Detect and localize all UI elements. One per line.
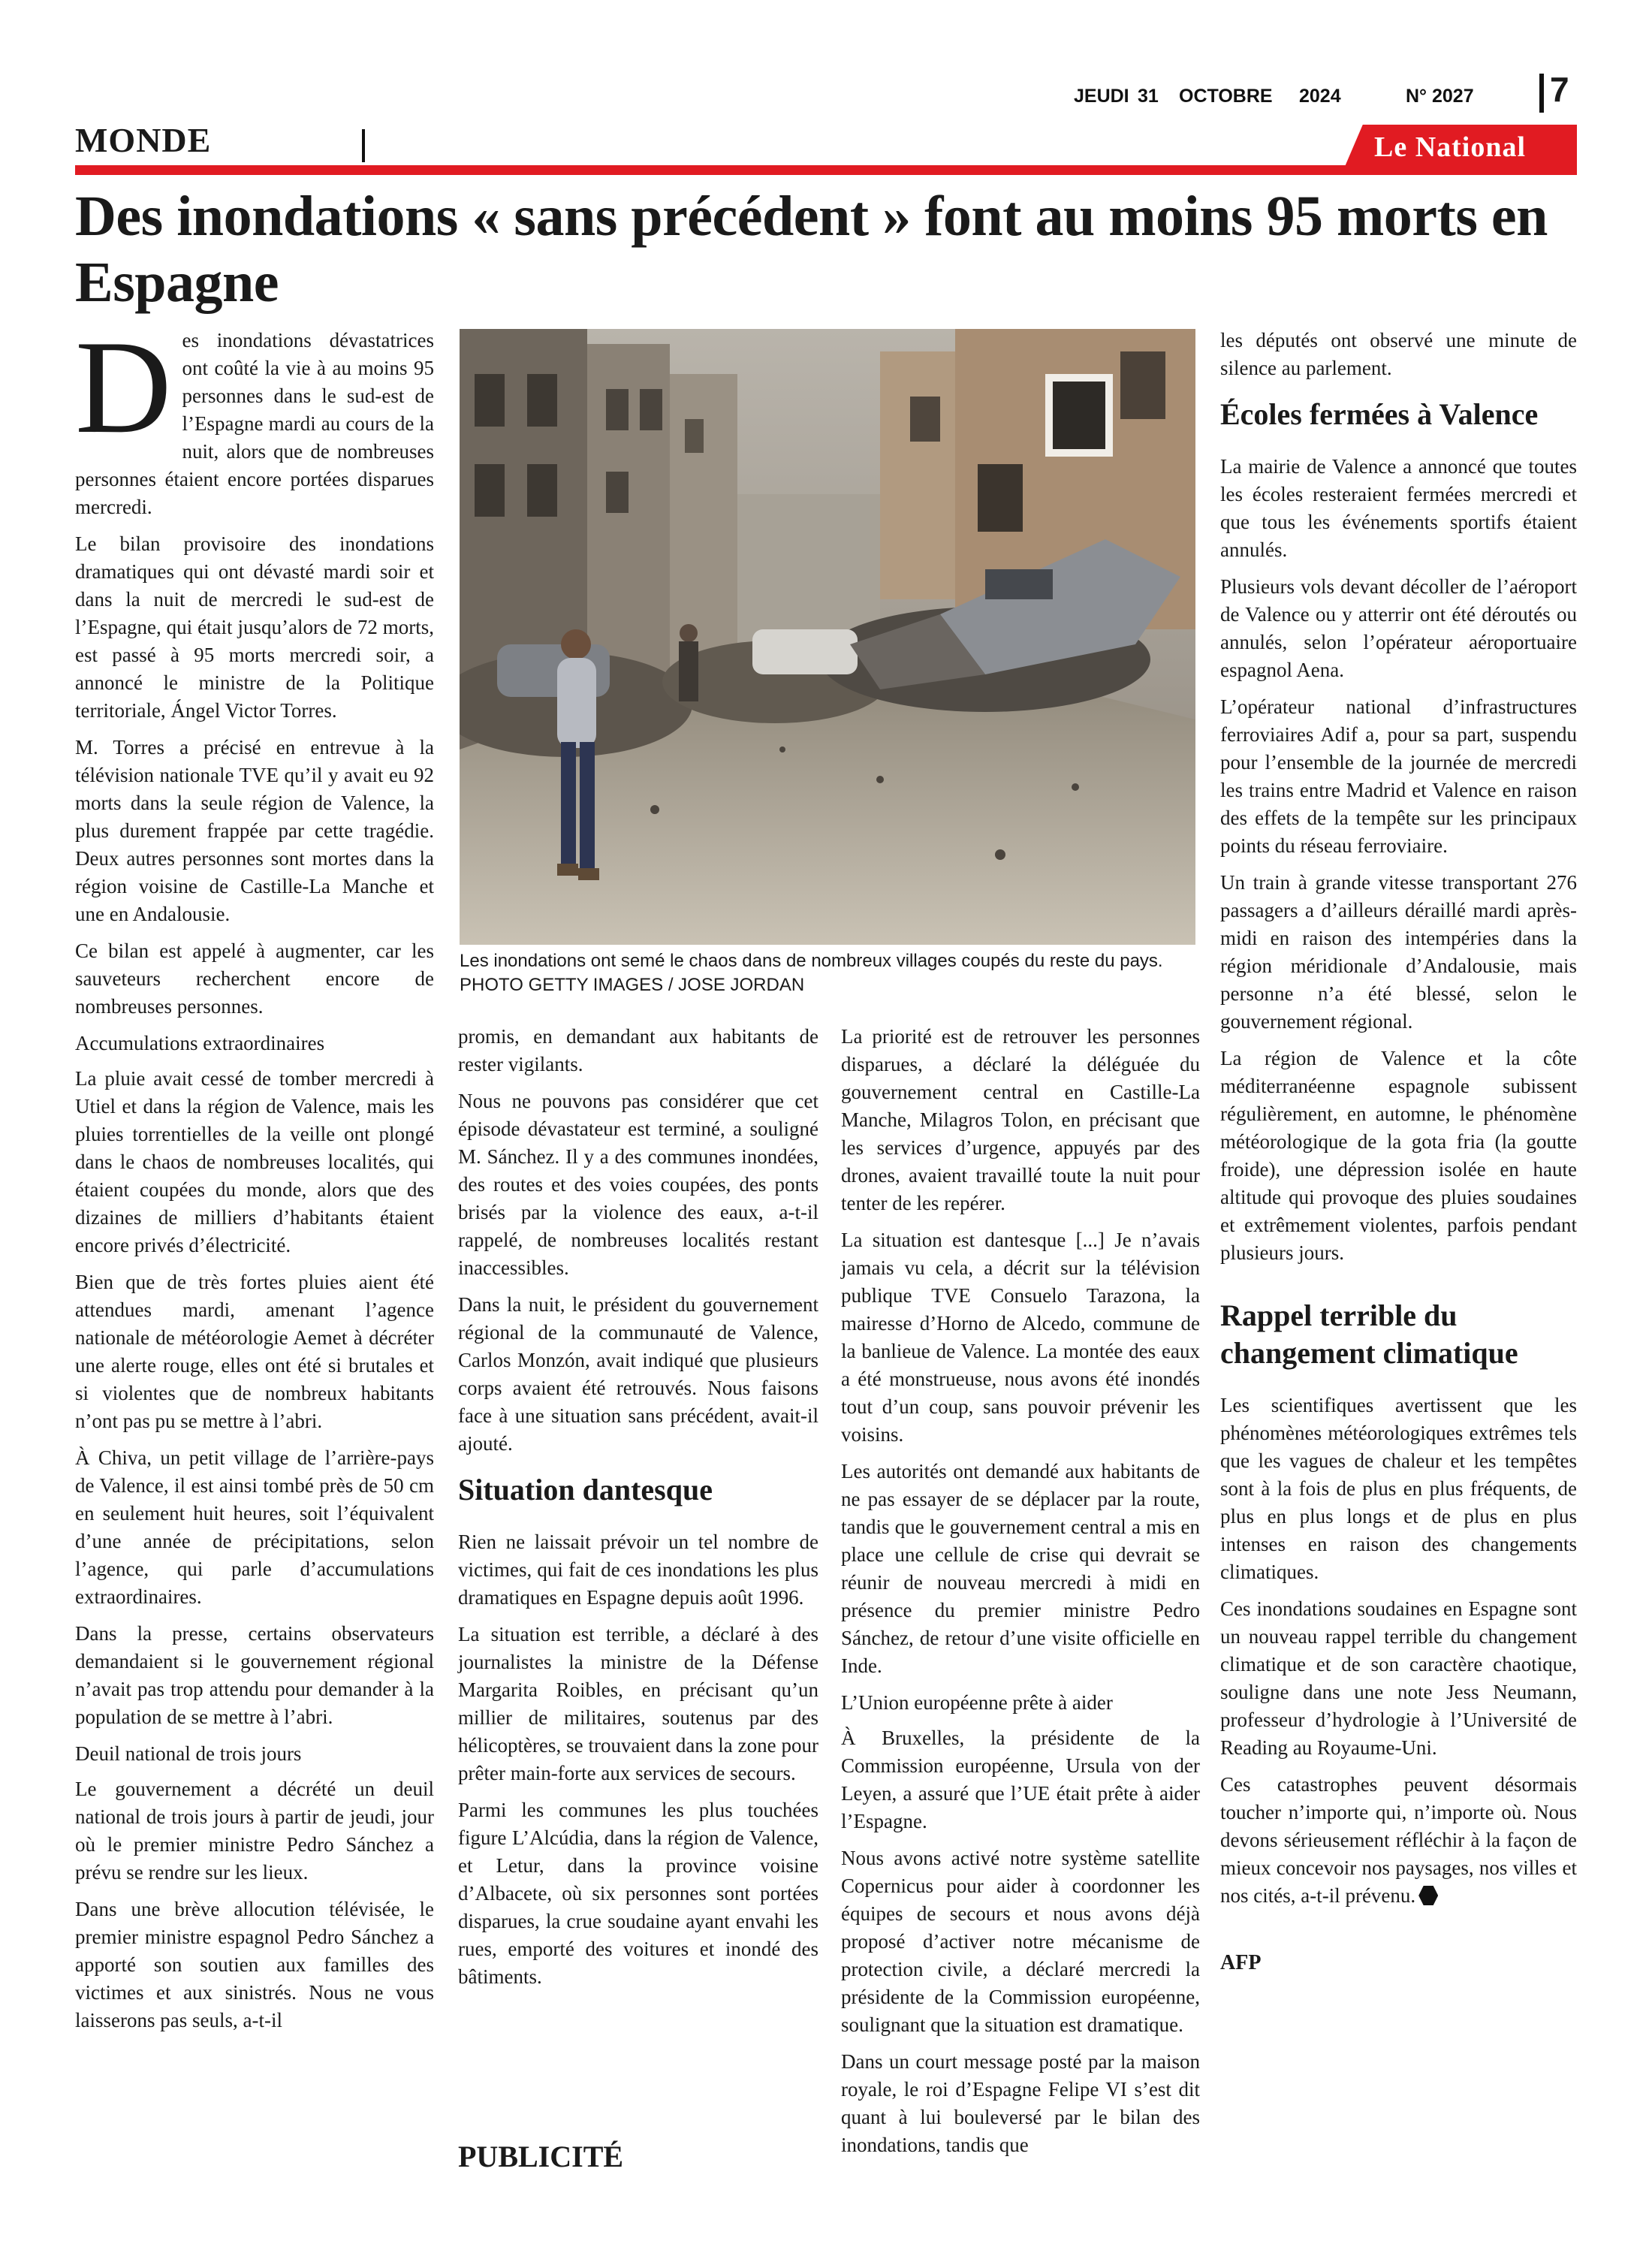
issue-month: OCTOBRE bbox=[1179, 86, 1273, 107]
paragraph: Les autorités ont demandé aux habitants de ne pas essayer de se déplacer par la route, tandis que le gouvernement central a mis en place une cellule de crise qui devrait se réunir de nouveau mercredi à midi en présence du premier ministre Pedro Sánchez, de retour d’une visite officielle en Inde. bbox=[841, 1460, 1200, 1677]
section-divider bbox=[362, 129, 365, 162]
issue-date: 31 bbox=[1138, 86, 1159, 107]
paragraph: Rien ne laissait prévoir un tel nombre de victimes, qui fait de ces inondations les plus dramatiques en Espagne depuis août 1996. bbox=[458, 1531, 818, 1609]
lead-text: es inondations dévastatrices ont coûté la vie à au moins 95 personnes dans le sud-est de l’Espagne mardi au cours de la nuit, alors que de nombreuses personnes étaient encore portées disparues mercredi. bbox=[75, 329, 434, 518]
paragraph: À Bruxelles, la présidente de la Commission européenne, Ursula von der Leyen, a assuré que l’UE était prête à aider l’Espagne. bbox=[841, 1727, 1200, 1832]
paragraph: Bien que de très fortes pluies aient été attendues mardi, amenant l’agence nationale de météorologie Aemet à décréter une alerte rouge, elles ont été si brutales et si violentes que de nombreux habitants n’ont pas pu se mettre à l’abri. bbox=[75, 1271, 434, 1432]
closing-paragraph bbox=[1220, 1771, 1577, 1910]
inline-subhead: Accumulations extraordinaires bbox=[75, 1032, 325, 1054]
caption-text: Les inondations ont semé le chaos dans de nombreux villages coupés du reste du pays. bbox=[460, 951, 1163, 971]
subheading: Rappel terrible du changement climatique bbox=[1220, 1298, 1518, 1370]
brand-name: Le National bbox=[1374, 131, 1527, 163]
issue-day: JEUDI bbox=[1074, 86, 1129, 107]
paragraph: Le bilan provisoire des inondations dramatiques qui ont dévasté mardi soir et dans la nuit de mercredi le sud-est de l’Espagne, qui était jusqu’alors de 72 morts, est passé à 95 morts mercredi soir, a annoncé le ministre de la Politique territoriale, Ángel Victor Torres. bbox=[75, 532, 434, 722]
paragraph: La région de Valence et la côte méditerranéenne espagnole subissent régulièrement, en automne, le phénomène météorologique de la gota fria (la goutte froide), une dépression isolée en haute altitude qui provoque des pluies soudaines et extrêmement violentes, parfois pendant plusieurs jours. bbox=[1220, 1047, 1577, 1264]
paragraph: M. Torres a précisé en entrevue à la télévision nationale TVE qu’il y avait eu 92 morts dans la seule région de Valence, la plus durement frappée par cette tragédie. Deux autres personnes sont mortes dans la région voisine de Castille-La Manche et une en Andalousie. bbox=[75, 736, 434, 925]
paragraph: L’opérateur national d’infrastructures ferroviaires Adif a, pour sa part, suspendu pour l’ensemble de la journée de mercredi les trains entre Madrid et Valence en raison des effets de la tempête sur les principaux points du réseau ferroviaire. bbox=[1220, 695, 1577, 857]
closing-text: Ces catastrophes peuvent désormais toucher n’importe qui, n’importe où. Nous devons sérieusement réfléchir à la façon de mieux concevoir nos paysages, nos villes et nos cités, a-t-il prévenu. bbox=[1220, 1773, 1577, 1907]
paragraph: La situation est dantesque [...] Je n’avais jamais vu cela, a décrit sur la télévision publique TVE Consuelo Tarazona, la mairesse d’Horno de Alcedo, commune de la banlieue de Valence. La montée des eaux a été monstrueuse, nous avons été inondés tout d’un coup, sans pouvoir prévenir les voisins. bbox=[841, 1229, 1200, 1446]
paragraph: Le gouvernement a décrété un deuil national de trois jours à partir de jeudi, jour où le premier ministre Pedro Sánchez a prévu se rendre sur les lieux. bbox=[75, 1778, 434, 1884]
subheading: Situation dantesque bbox=[458, 1473, 713, 1507]
flood-photo bbox=[460, 329, 1195, 945]
paragraph: Plusieurs vols devant décoller de l’aéroport de Valence ou y atterrir ont été déroutés ou annulés, selon l’opérateur aéroportuaire espagnol Aena. bbox=[1220, 575, 1577, 681]
hexagon-end-mark-icon bbox=[1418, 1886, 1438, 1905]
article-column-3 bbox=[841, 1023, 1200, 2168]
article-column-2 bbox=[458, 1023, 818, 2000]
photo-credit: PHOTO GETTY IMAGES / JOSE JORDAN bbox=[460, 975, 805, 995]
subheading: Écoles fermées à Valence bbox=[1220, 397, 1539, 431]
article-headline: Des inondations « sans précédent » font au moins 95 morts en Espagne bbox=[75, 185, 1548, 314]
paragraph: Dans la nuit, le président du gouvernement régional de la communauté de Valence, Carlos Monzón, avait indiqué que plusieurs corps avaient été retrouvés. Nous faisons face à une situation sans précédent, avait-il ajouté. bbox=[458, 1293, 818, 1455]
issue-year: 2024 bbox=[1299, 86, 1341, 107]
inline-subhead: L’Union européenne prête à aider bbox=[841, 1691, 1113, 1714]
drop-cap: D bbox=[75, 312, 172, 461]
paragraph: Ces inondations soudaines en Espagne sont un nouveau rappel terrible du changement climatique et de son caractère chaotique, souligne dans une note Jess Neumann, professeur d’hydrologie à l’Université de Reading au Royaume-Uni. bbox=[1220, 1597, 1577, 1759]
section-label: MONDE bbox=[75, 121, 212, 159]
article-column-4 bbox=[1220, 327, 1577, 1977]
paragraph: Parmi les communes les plus touchées figure L’Alcúdia, dans la région de Valence, et Letur, dans la province voisine d’Albacete, où six personnes sont portées disparues, la crue soudaine ayant envahi les rues, emporté des voitures et inondé des bâtiments. bbox=[458, 1799, 818, 1988]
paragraph: les députés ont observé une minute de silence au parlement. bbox=[1220, 329, 1577, 379]
paragraph: Un train à grande vitesse transportant 276 passagers a d’ailleurs déraillé mardi après-midi en raison des intempéries dans la région méridionale d’Andalousie, mais personne n’a été blessé, selon le gouvernement régional. bbox=[1220, 871, 1577, 1033]
lead-paragraph bbox=[75, 312, 434, 521]
issue-number: N° 2027 bbox=[1406, 86, 1474, 107]
inline-subhead: Deuil national de trois jours bbox=[75, 1742, 302, 1765]
advertising-label: PUBLICITÉ bbox=[458, 2140, 624, 2173]
article-column-1 bbox=[75, 312, 434, 2043]
paragraph: À Chiva, un petit village de l’arrière-pays de Valence, il est ainsi tombé près de 50 cm en seulement huit heures, soit l’équivalent d’une année de précipitations, selon l’agence, qui parle d’accumulations extraordinaires. bbox=[75, 1446, 434, 1608]
paragraph: Dans un court message posté par la maison royale, le roi d’Espagne Felipe VI s’est dit quant à lui bouleversé par le bilan des inondations, tandis que bbox=[841, 2050, 1200, 2156]
paragraph: Dans la presse, certains observateurs demandaient si le gouvernement régional n’avait pas trop attendu pour demander à la population de se mettre à l’abri. bbox=[75, 1622, 434, 1728]
paragraph: promis, en demandant aux habitants de rester vigilants. bbox=[458, 1025, 818, 1075]
page-divider bbox=[1539, 74, 1544, 113]
paragraph: La situation est terrible, a déclaré à des journalistes la ministre de la Défense Margarita Roibles, en précisant qu’un millier de militaires, soutenus par des hélicoptères, se trouvaient dans la zone pour prêter main-forte aux services de secours. bbox=[458, 1623, 818, 1784]
paragraph: La pluie avait cessé de tomber mercredi à Utiel et dans la région de Valence, mais les pluies torrentielles de la veille ont plongé dans le chaos de nombreuses localités, qui étaient coupées du monde, alors que des dizaines de milliers d’habitants étaient encore privés d’électricité. bbox=[75, 1067, 434, 1256]
photo-caption bbox=[460, 949, 1210, 997]
paragraph: Nous avons activé notre système satellite Copernicus pour aider à coordonner les équipes de secours et nous avons déjà proposé d’activer notre mécanisme de protection civile, a déclaré mercredi la présidente de la Commission européenne, soulignant que la situation est dramatique. bbox=[841, 1847, 1200, 2036]
byline-agency: AFP bbox=[1220, 1951, 1262, 1974]
paragraph: La mairie de Valence a annoncé que toutes les écoles resteraient fermées mercredi et que tous les événements sportifs étaient annulés. bbox=[1220, 455, 1577, 561]
paragraph: La priorité est de retrouver les personnes disparues, a déclaré la déléguée du gouvernement central en Castille-La Manche, Milagros Tolon, en précisant que les services d’urgence, appuyés par des drones, avaient travaillé toute la nuit pour tenter de les repérer. bbox=[841, 1025, 1200, 1214]
page-number: 7 bbox=[1550, 70, 1569, 109]
paragraph: Dans une brève allocution télévisée, le premier ministre espagnol Pedro Sánchez a apporté son soutien aux familles des victimes et aux sinistrés. Nous ne vous laisserons pas seuls, a-t-il bbox=[75, 1898, 434, 2031]
paragraph: Nous ne pouvons pas considérer que cet épisode dévastateur est terminé, a souligné M. Sánchez. Il y a des communes inondées, des routes et des voies coupées, des ponts brisés par la violence des eaux, a-t-il rappelé, de nombreuses localités restant inaccessibles. bbox=[458, 1090, 818, 1279]
paragraph: Ce bilan est appelé à augmenter, car les sauveteurs recherchent encore de nombreuses personnes. bbox=[75, 940, 434, 1018]
paragraph: Les scientifiques avertissent que les phénomènes météorologiques extrêmes tels que les vagues de chaleur et les tempêtes sont à la fois de plus en plus fréquents, de plus en plus longs et de plus en plus intenses en raison des changements climatiques. bbox=[1220, 1394, 1577, 1583]
